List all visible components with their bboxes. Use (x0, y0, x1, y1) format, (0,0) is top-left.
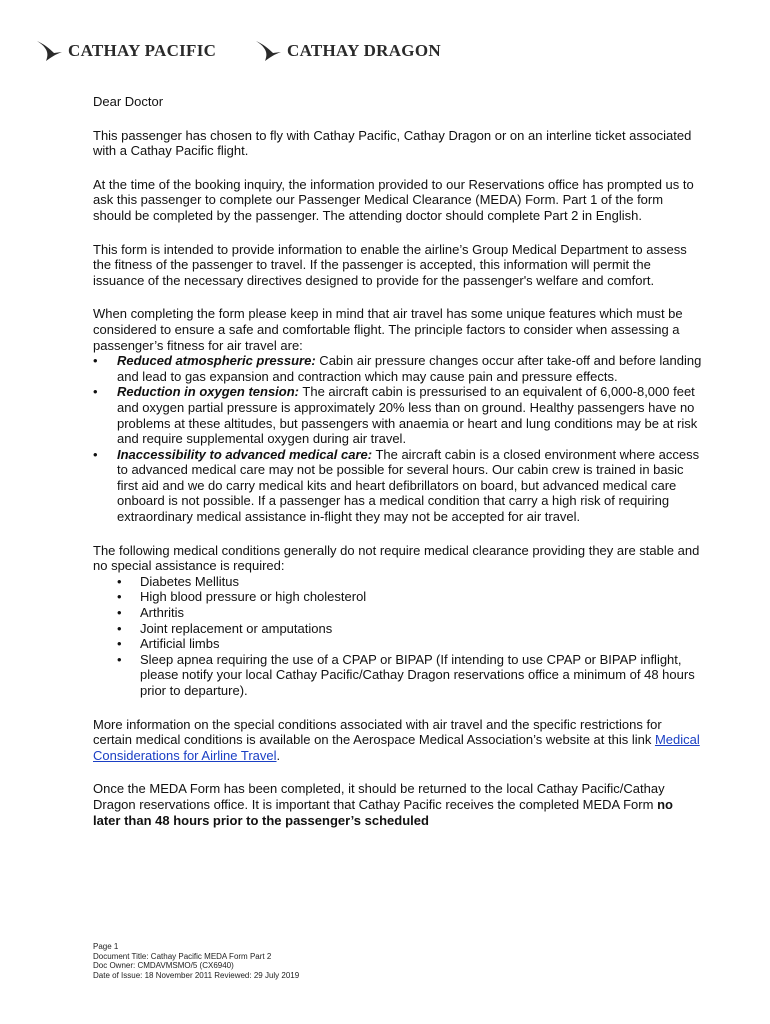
list-item: • Artificial limbs (117, 636, 703, 652)
page-number: Page 1 (93, 942, 119, 951)
cathay-dragon-logo (255, 36, 441, 66)
risk-factor-list (93, 353, 703, 525)
cathay-dragon-logo-text: CATHAY DRAGON (287, 41, 441, 60)
medical-conditions-list (93, 574, 703, 699)
paragraph-booking-inquiry: At the time of the booking inquiry, the information provided to our Reservations office has prompted us to ask this passenger to complete our Passenger Medical Clearance (MEDA) Form. Part 1 of the form should be completed by the passenger. The attending doctor should complete Part 2 in English. (93, 176, 694, 223)
risk-text: The aircraft cabin is pressurised to an equivalent of 6,000-8,000 feet and oxygen partial pressure is approximately 20% less than on ground. Healthy passengers have no problems at these altitudes, but passengers with anaemia or heart and lung conditions may be at risk and require supplemental oxygen during air travel. (117, 384, 698, 447)
document-owner: Doc Owner: CMDAVMSMO/5 (CX6940) (93, 961, 234, 971)
issue-date: Date of Issue: 18 November 2011 Reviewed: 29 July 2019 (93, 970, 300, 980)
paragraph-return-form (93, 781, 703, 828)
list-item (93, 447, 703, 525)
document-title: Document Title: Cathay Pacific MEDA Form Part 2 (93, 951, 272, 961)
list-item (93, 384, 703, 446)
more-info-text: More information on the special conditions associated with air travel and the specific restrictions for certain medical conditions is available on the Aerospace Medical Association’s website at this link (93, 716, 662, 748)
salutation: Dear Doctor (93, 94, 164, 109)
list-item: • Joint replacement or amputations (117, 621, 703, 637)
list-item: • High blood pressure or high cholesterol (117, 589, 703, 605)
brushwing-icon (255, 40, 283, 62)
document-footer (93, 942, 299, 980)
more-info-period: . (276, 747, 281, 763)
paragraph-travel-features: When completing the form please keep in mind that air travel has some unique features which must be considered to ensure a safe and comfortable flight. The principle factors to consider when assessing a passenger’s fitness for air travel are: (93, 306, 683, 353)
risk-title: Reduced atmospheric pressure: (117, 353, 316, 369)
letter-body (93, 94, 703, 828)
list-item: • Diabetes Mellitus (117, 574, 703, 590)
risk-title: Inaccessibility to advanced medical care: (117, 446, 373, 462)
paragraph-intro: This passenger has chosen to fly with Cathay Pacific, Cathay Dragon or on an interline ticket associated with a Cathay Pacific flight. (93, 127, 692, 159)
paragraph-conditions-intro: The following medical conditions generally do not require medical clearance providing they are stable and no special assistance is required: (93, 542, 700, 574)
paragraph-form-purpose: This form is intended to provide information to enable the airline’s Group Medical Department to assess the fitness of the passenger to travel. If the passenger is accepted, this information will permit the issuance of the necessary directives designed to provide for the passenger's welfare and comfort. (93, 241, 687, 288)
deadline-text: no later than 48 hours prior to the passenger’s scheduled (93, 796, 673, 828)
list-item (93, 353, 703, 384)
return-form-text: Once the MEDA Form has been completed, it should be returned to the local Cathay Pacific/Cathay Dragon reservations office. It is important that Cathay Pacific receives the completed MEDA Form (93, 781, 665, 812)
paragraph-more-info (93, 717, 703, 764)
list-item: • Sleep apnea requiring the use of a CPAP or BIPAP (If intending to use CPAP or BIPAP inflight, please notify your local Cathay Pacific/Cathay Dragon reservations office a minimum of 48 hours prior to departure). (117, 652, 703, 699)
risk-text: The aircraft cabin is a closed environment where access to advanced medical care may not be possible for several hours. Our cabin crew is trained in basic first aid and we do carry medical kits and heart defibrillators on board, but advanced medical care onboard is not possible. If a passenger has a medical condition that carry a high risk of requiring extraordinary medical assistance in-flight they may not be accepted for air travel. (117, 446, 700, 525)
risk-text: Cabin air pressure changes occur after take-off and before landing and lead to gas expansion and contraction which may cause pain and pressure effects. (117, 353, 702, 384)
brushwing-icon (36, 40, 64, 62)
list-item: • Arthritis (117, 605, 703, 621)
cathay-pacific-logo (36, 36, 216, 66)
risk-title: Reduction in oxygen tension: (117, 384, 300, 400)
medical-considerations-link[interactable]: Medical Considerations for Airline Travel (93, 732, 700, 763)
cathay-pacific-logo-text: CATHAY PACIFIC (68, 41, 217, 60)
